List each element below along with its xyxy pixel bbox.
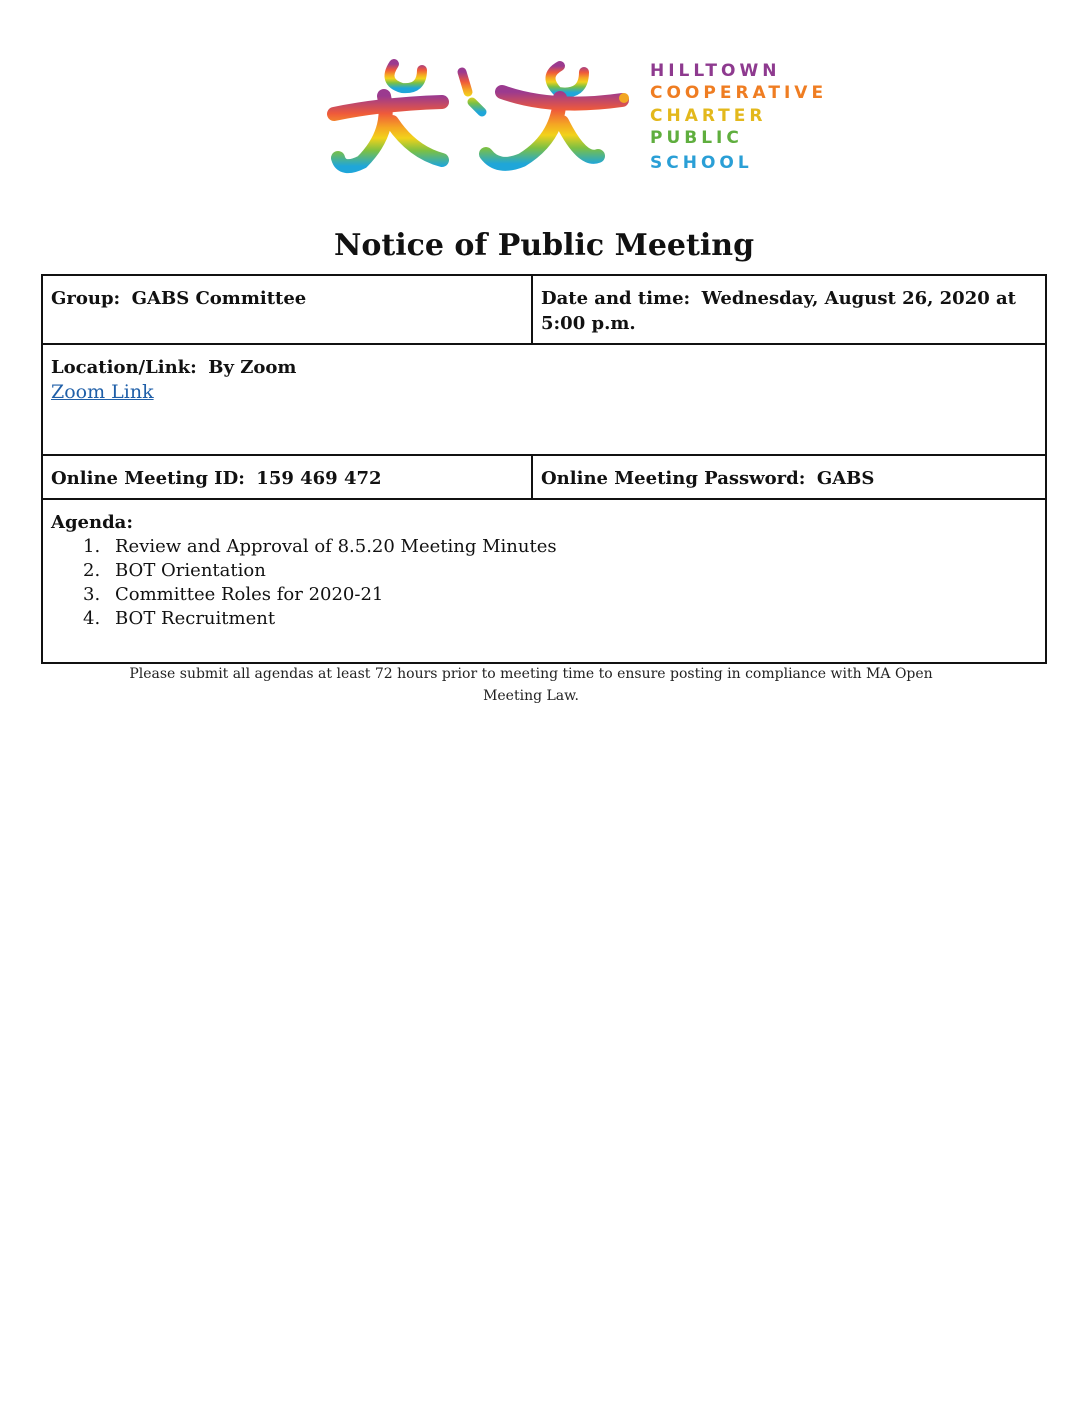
agenda-label: Agenda: [51,512,133,533]
agenda-item-text: Review and Approval of 8.5.20 Meeting Minutes [115,536,557,557]
logo-line-4: PUBLIC [650,128,743,148]
submission-footnote: Please submit all agendas at least 72 hours prior to meeting time to ensure posting in compliance with MA Open Meeting Law. [129,666,933,704]
location-label: Location/Link: [51,357,197,378]
list-item [51,607,1037,631]
table-row [42,455,1046,499]
agenda-list [51,535,1037,631]
school-logo [322,52,828,182]
meeting-id-label: Online Meeting ID: [51,468,245,489]
agenda-cell [42,499,1046,663]
datetime-label: Date and time: [541,288,691,309]
list-item [51,583,1037,607]
logo-line-5: SCHOOL [650,153,753,173]
agenda-item-number: 4. [83,608,101,629]
location-cell [42,344,1046,455]
meeting-id-value: 159 469 472 [256,468,382,489]
logo-line-1: HILLTOWN [650,61,781,81]
meeting-info-table [41,274,1047,664]
datetime-cell [532,275,1046,344]
agenda-item-text: BOT Recruitment [115,608,276,629]
zoom-link[interactable]: Zoom Link [51,381,154,403]
password-value: GABS [816,468,875,489]
group-cell [42,275,532,344]
location-value: By Zoom [208,357,297,378]
logo-line-3: CHARTER [650,106,767,126]
table-row [42,275,1046,344]
datetime-value: Wednesday, August 26, 2020 at 5:00 p.m. [541,288,1016,334]
agenda-item-number: 3. [83,584,101,605]
agenda-item-text: BOT Orientation [115,560,266,581]
group-value: GABS Committee [131,288,307,309]
agenda-item-text: Committee Roles for 2020-21 [115,584,384,605]
table-row [42,344,1046,455]
group-label: Group: [51,288,121,309]
meeting-id-cell [42,455,532,499]
table-row [42,499,1046,663]
agenda-item-number: 2. [83,560,101,581]
logo-line-2: COOPERATIVE [650,83,828,103]
list-item [51,559,1037,583]
agenda-item-number: 1. [83,536,101,557]
list-item [51,535,1037,559]
page-title: Notice of Public Meeting [333,228,755,263]
logo-figures-graphic [322,52,828,182]
password-label: Online Meeting Password: [541,468,806,489]
password-cell [532,455,1046,499]
